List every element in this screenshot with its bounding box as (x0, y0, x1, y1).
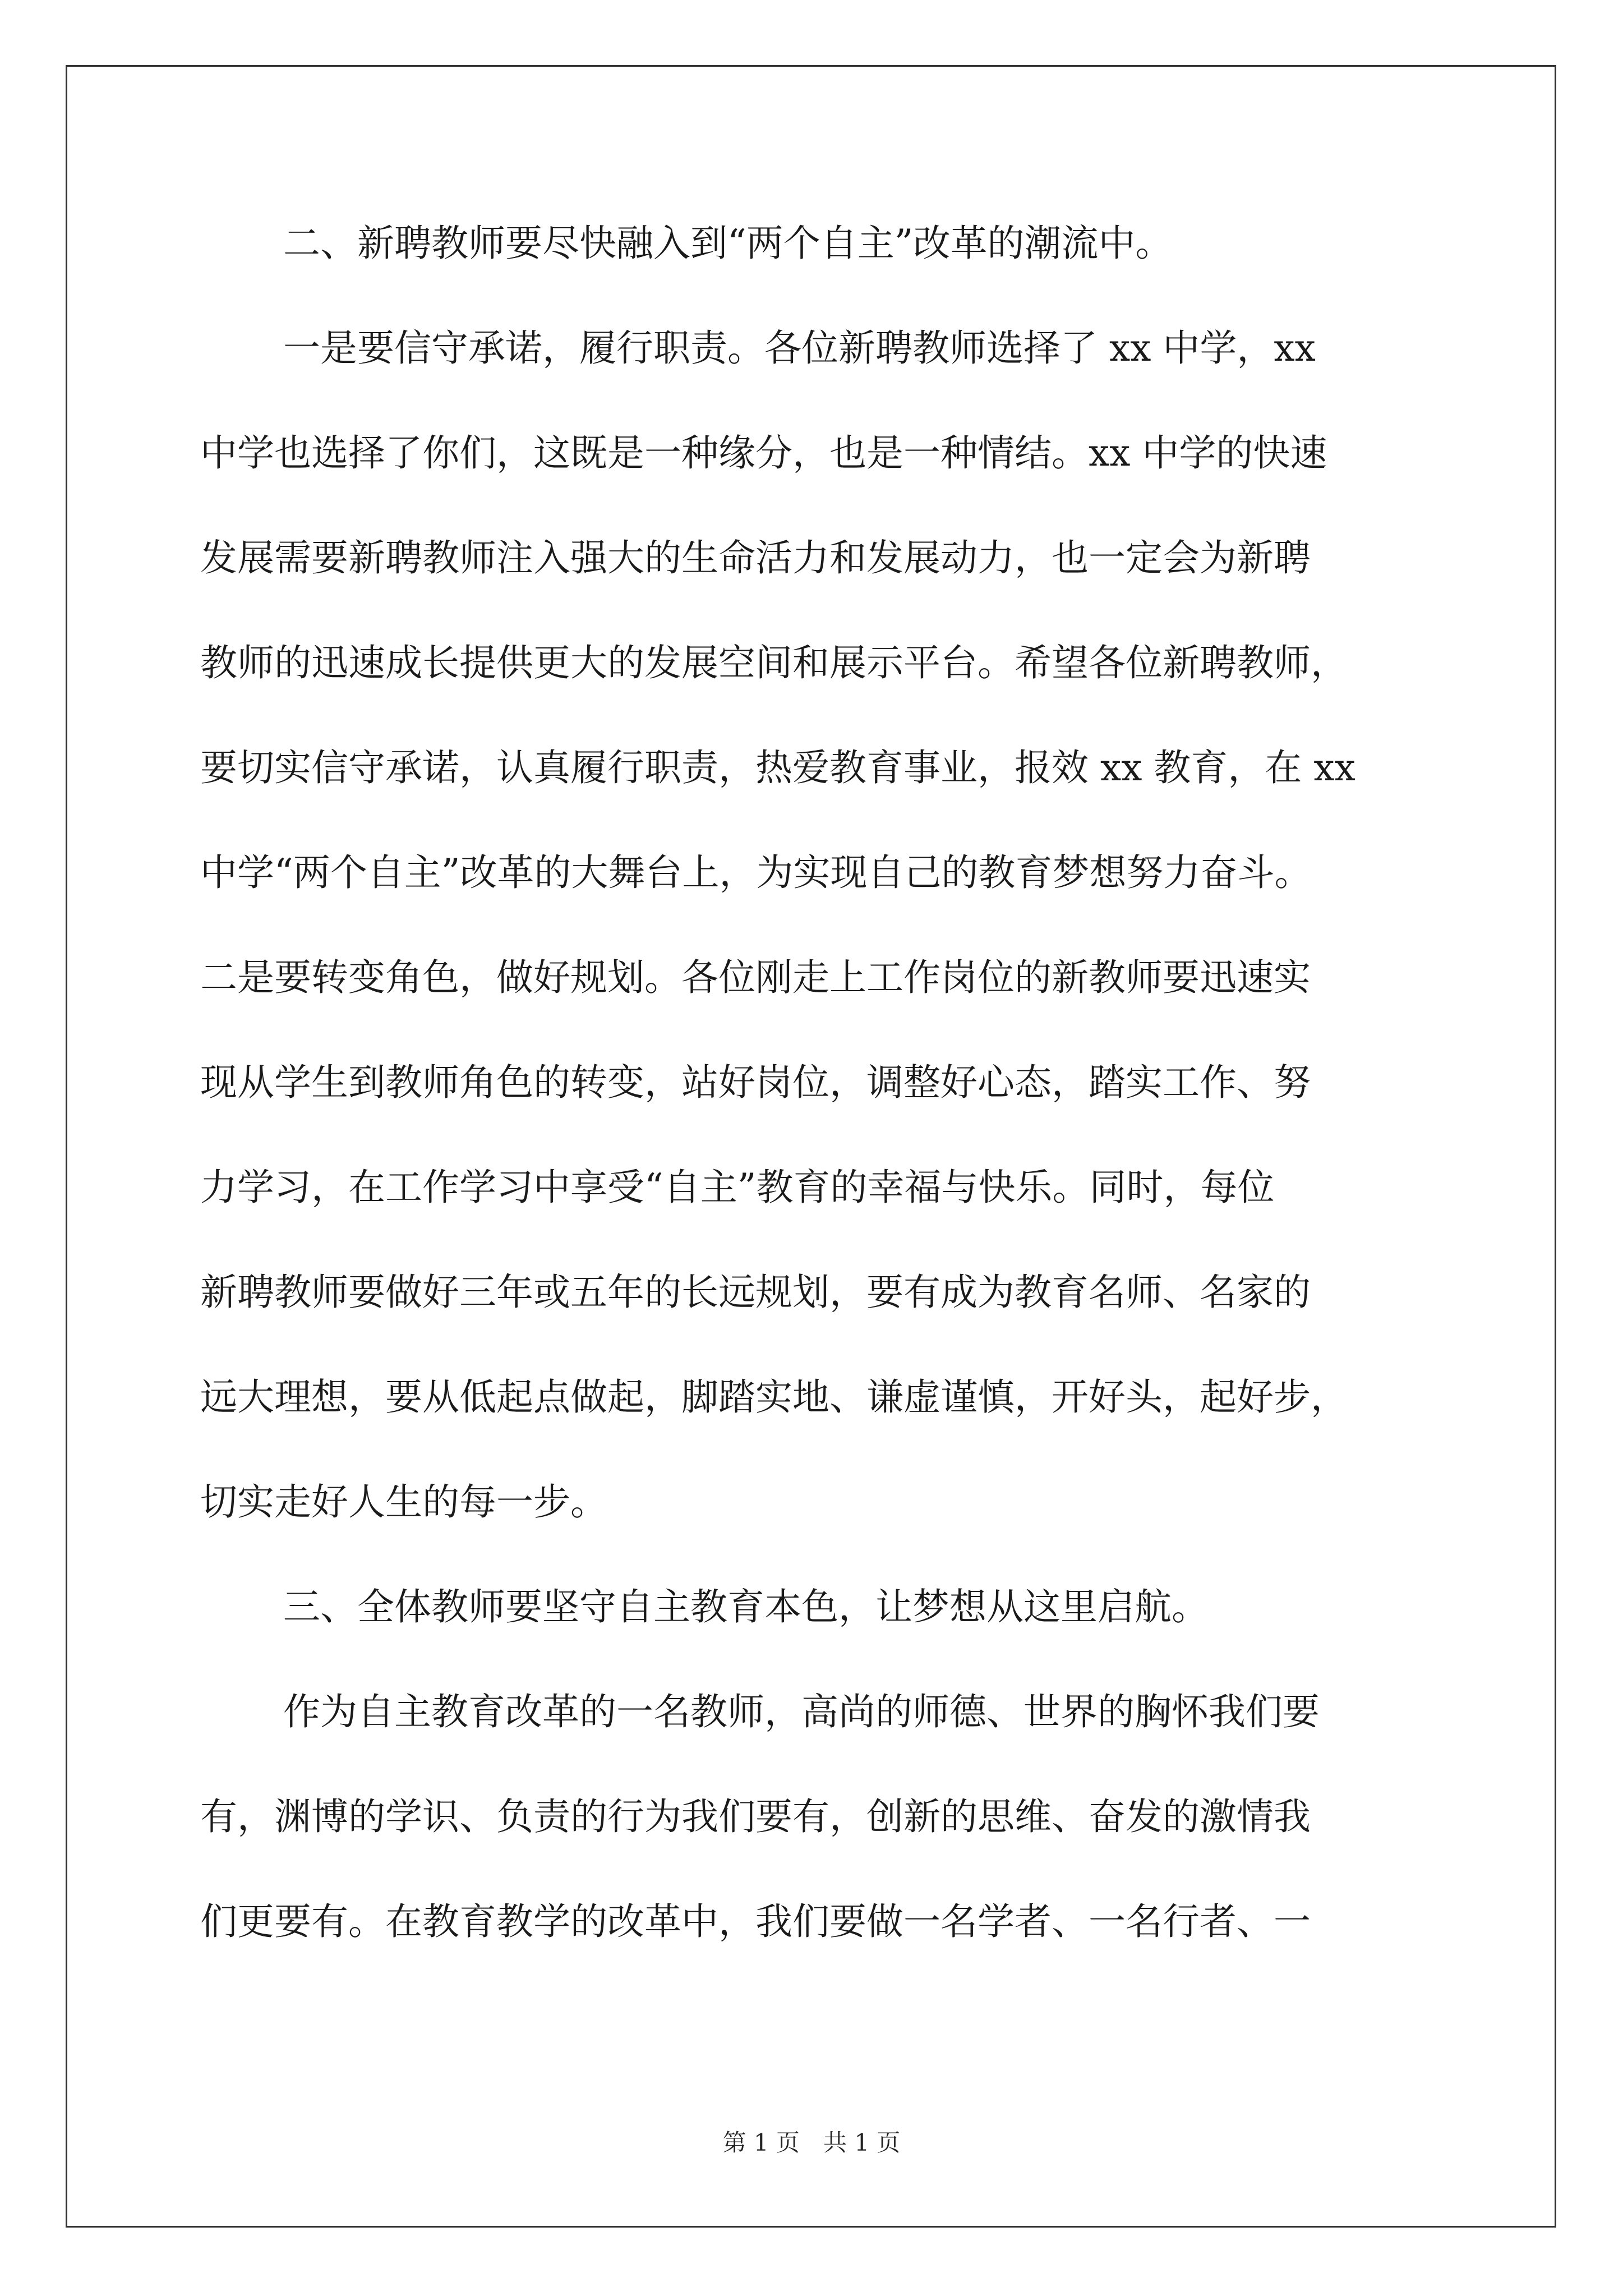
text-line: 发展需要新聘教师注入强大的生命活力和发展动力，也一定会为新聘 (200, 536, 1311, 579)
text-line: 现从学生到教师角色的转变，站好岗位，调整好心态，踏实工作、努 (200, 1061, 1311, 1104)
text-line: 力学习，在工作学习中享受“自主”教育的幸福与快乐。同时，每位 (200, 1166, 1275, 1209)
text-line: 们更要有。在教育教学的改革中，我们要做一名学者、一名行者、一 (200, 1900, 1311, 1943)
text-line: 教师的迅速成长提供更大的发展空间和展示平台。希望各位新聘教师， (200, 641, 1348, 684)
text-line: 一是要信守承诺，履行职责。各位新聘教师选择了 xx 中学，xx (283, 326, 1316, 370)
text-line: 作为自主教育改革的一名教师，高尚的师德、世界的胸怀我们要 (283, 1690, 1320, 1733)
text-line: 三、全体教师要坚守自主教育本色，让梦想从这里启航。 (283, 1585, 1209, 1628)
text-line: 中学也选择了你们，这既是一种缘分，也是一种情结。xx 中学的快速 (200, 431, 1327, 475)
text-line: 二是要转变角色，做好规划。各位刚走上工作岗位的新教师要迅速实 (200, 956, 1311, 999)
text-line: 新聘教师要做好三年或五年的长远规划，要有成为教育名师、名家的 (200, 1271, 1311, 1314)
text-line: 要切实信守承诺，认真履行职责，热爱教育事业，报效 xx 教育，在 xx (200, 746, 1355, 789)
text-line: 切实走好人生的每一步。 (200, 1480, 607, 1524)
text-line: 远大理想，要从低起点做起，脚踏实地、谦虚谨慎，开好头，起好步， (200, 1375, 1348, 1419)
page-number-footer: 第 1 页 共 1 页 (722, 2129, 901, 2156)
text-line: 有，渊博的学识、负责的行为我们要有，创新的思维、奋发的激情我 (200, 1795, 1311, 1838)
text-line: 中学“两个自主”改革的大舞台上，为实现自己的教育梦想努力奋斗。 (200, 851, 1312, 894)
text-line: 二、新聘教师要尽快融入到“两个自主”改革的潮流中。 (283, 222, 1173, 265)
document-body (200, 191, 1434, 1974)
